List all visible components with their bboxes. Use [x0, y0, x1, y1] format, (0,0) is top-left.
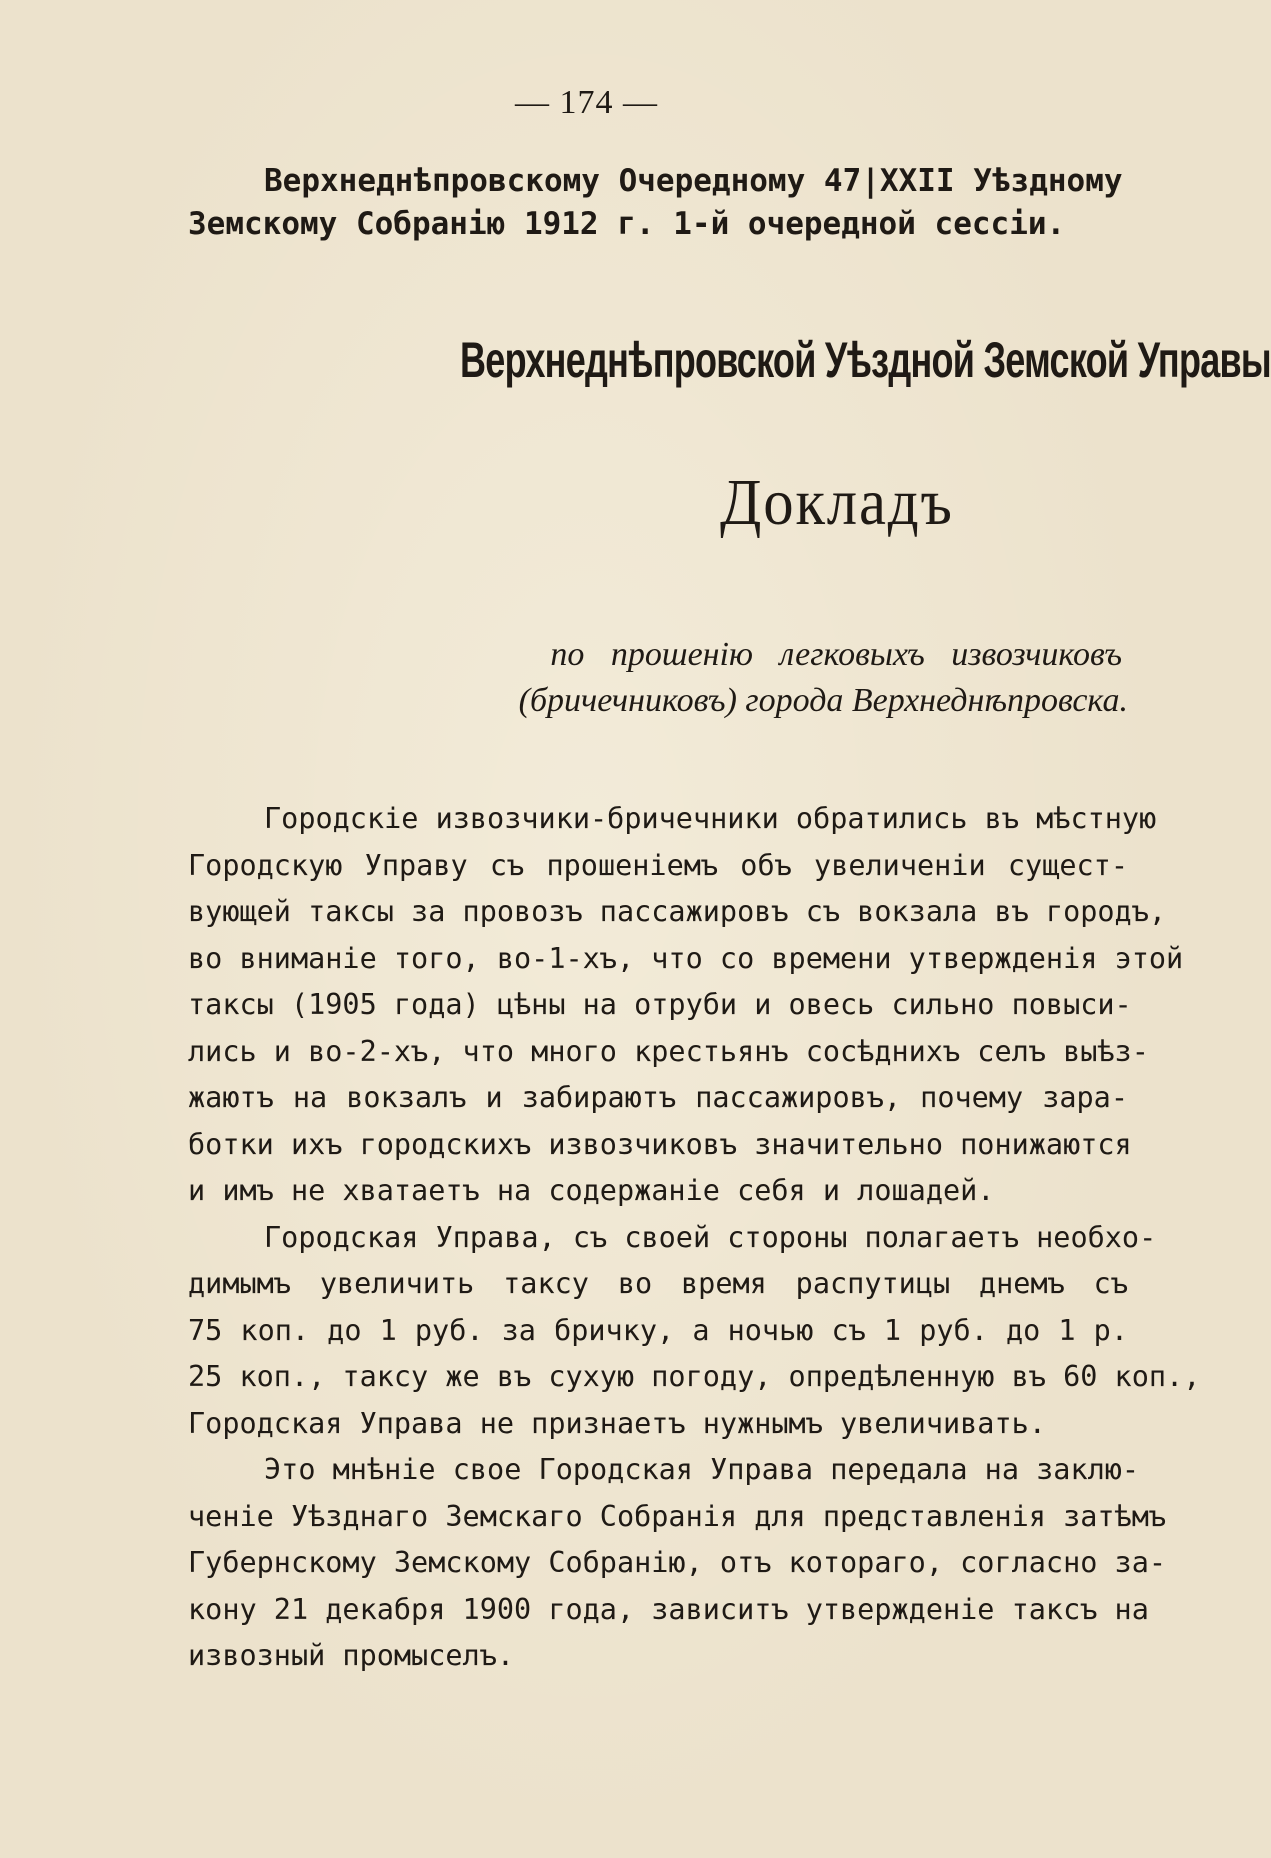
paragraph-3-line: Губернскому Земскому Собранію, отъ котораго, согласно за-: [188, 1546, 1167, 1579]
addressee-block: [188, 160, 1128, 246]
paragraph-1-line: ботки ихъ городскихъ извозчиковъ значительно понижаются: [188, 1127, 1132, 1161]
paragraph-1-line: Городскіе извозчики-бричечники обратились въ мѣстную: [264, 802, 1157, 835]
page-number: — 174 —: [515, 84, 658, 121]
addressee-line-1: Верхнеднѣпровскому Очередному 47|XXII Уѣздному: [264, 163, 1123, 199]
paragraph-2-line: 25 коп., таксу же въ сухую погоду, опредѣленную въ 60 коп.,: [188, 1360, 1201, 1393]
paragraph-2-line: Городская Управа не признаетъ нужнымъ увеличивать.: [188, 1406, 1046, 1440]
paragraph-1-line: во вниманіе того, во-1-хъ, что со времени утвержденія этой: [188, 941, 1184, 975]
addressee-line-2: Земскому Собранію 1912 г. 1-й очередной сессіи.: [188, 206, 1066, 242]
paragraph-3-line: Это мнѣніе свое Городская Управа передала на заклю-: [264, 1453, 1140, 1486]
paragraph-2-line: 75 коп. до 1 руб. за бричку, а ночью съ 1 руб. до 1 р.: [188, 1313, 1128, 1347]
report-subtitle: [188, 632, 1128, 724]
paragraph-1-line: таксы (1905 года) цѣны на отруби и овесь сильно повыси-: [188, 988, 1132, 1021]
paragraph-1-line: и имъ не хватаетъ на содержаніе себя и лошадей.: [188, 1174, 995, 1207]
paragraph-3-line: извозный промыселъ.: [188, 1639, 515, 1672]
paragraph-2-line: Городская Управа, съ своей стороны полагаетъ необхо-: [264, 1220, 1157, 1254]
paragraph-1-line: лись и во-2-хъ, что много крестьянъ сосѣднихъ селъ выѣз-: [188, 1034, 1149, 1068]
paragraph-2-line: димымъ увеличить таксу во время распутицы днемъ съ: [188, 1267, 1128, 1300]
paragraph-3-line: кону 21 декабря 1900 года, зависитъ утвержденіе таксъ на: [188, 1592, 1149, 1626]
subtitle-line-1: по прошенію легковыхъ извозчиковъ: [550, 636, 1122, 673]
paragraph-1-line: жаютъ на вокзалъ и забираютъ пассажировъ, почему зара-: [188, 1081, 1128, 1114]
paragraph-1-line: Городскую Управу съ прошеніемъ объ увеличеніи сущест-: [188, 848, 1128, 882]
paragraph-1-line: вующей таксы за провозъ пассажировъ съ вокзала въ городъ,: [188, 895, 1167, 928]
paragraph-3-line: ченіе Уѣзднаго Земскаго Собранія для представленія затѣмъ: [188, 1499, 1167, 1533]
subtitle-line-2: (бричечниковъ) города Верхнеднѣпровска.: [518, 682, 1128, 719]
report-title: Докладъ: [720, 466, 954, 539]
report-body: [188, 796, 1201, 1680]
organization-heading: Верхнеднѣпровской Уѣздной Земской Управы: [460, 332, 1271, 388]
